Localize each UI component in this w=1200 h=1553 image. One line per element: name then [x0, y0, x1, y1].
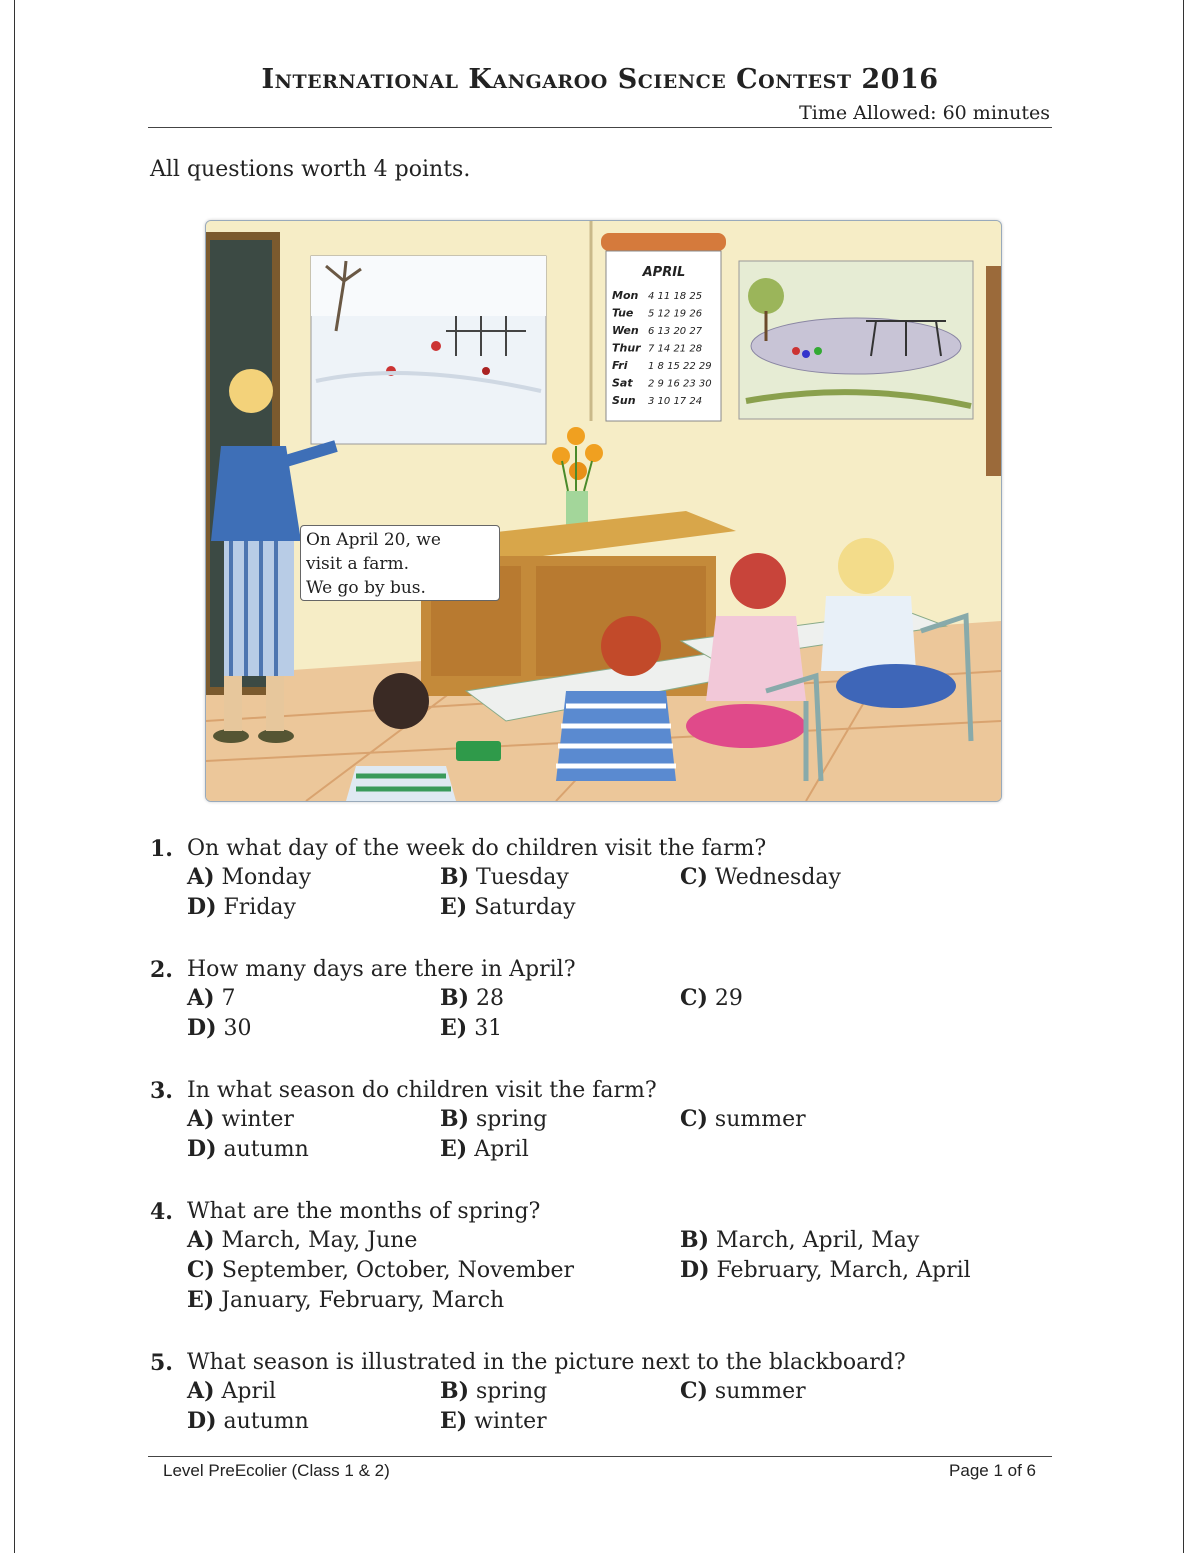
classroom-illustration — [205, 220, 1002, 802]
calendar-dates: 5 12 19 26 — [648, 308, 703, 320]
footer-page: Page 1 of 6 — [949, 1461, 1036, 1480]
question-stem: On what day of the week do children visit the farm? — [187, 836, 767, 861]
option-d: D) autumn — [187, 1408, 309, 1434]
option-c: C) summer — [680, 1106, 806, 1132]
speech-line: We go by bus. — [306, 578, 426, 598]
calendar-day: Sun — [612, 394, 636, 407]
option-e: E) winter — [440, 1408, 547, 1434]
calendar-dates: 4 11 18 25 — [648, 291, 703, 302]
option-c: C) September, October, November — [187, 1257, 575, 1283]
option-e: E) 31 — [440, 1015, 503, 1041]
calendar-dates: 7 14 21 28 — [648, 343, 703, 355]
footer-rule — [148, 1456, 1052, 1457]
option-a: A) Monday — [187, 864, 312, 890]
option-e: E) January, February, March — [187, 1287, 505, 1313]
calendar-day: Sat — [612, 376, 633, 390]
option-b: B) spring — [440, 1106, 548, 1132]
speech-line: visit a farm. — [306, 554, 410, 574]
calendar-dates: 3 10 17 24 — [648, 396, 703, 407]
option-d: D) 30 — [187, 1015, 252, 1041]
question-number: 4. — [150, 1199, 173, 1225]
classroom-scene — [206, 221, 1001, 801]
option-a: A) winter — [187, 1106, 294, 1132]
question-number: 1. — [150, 836, 173, 862]
option-b: B) March, April, May — [680, 1227, 920, 1253]
calendar-day: Wen — [612, 324, 639, 337]
page-title: International Kangaroo Science Contest 2016 — [261, 64, 939, 95]
winter-picture — [311, 256, 546, 444]
calendar-day: Tue — [612, 306, 634, 320]
option-d: D) February, March, April — [680, 1257, 971, 1283]
time-allowed: Time Allowed: 60 minutes — [799, 102, 1050, 124]
option-a: A) 7 — [187, 985, 236, 1011]
footer-level: Level PreEcolier (Class 1 & 2) — [163, 1461, 390, 1480]
calendar-dates: 2 9 16 23 30 — [648, 378, 712, 390]
calendar-month: APRIL — [642, 265, 686, 280]
option-b: B) spring — [440, 1378, 548, 1404]
header-rule — [148, 127, 1052, 128]
option-b: B) 28 — [440, 985, 505, 1011]
speech-line: On April 20, we — [306, 530, 441, 550]
option-a: A) April — [187, 1378, 277, 1404]
question-stem: In what season do children visit the farm? — [187, 1078, 657, 1103]
option-c: C) summer — [680, 1378, 806, 1404]
option-e: E) April — [440, 1136, 529, 1162]
option-c: C) 29 — [680, 985, 743, 1011]
option-b: B) Tuesday — [440, 864, 569, 890]
calendar-dates: 1 8 15 22 29 — [648, 361, 712, 372]
question-number: 2. — [150, 957, 173, 983]
option-d: D) Friday — [187, 894, 296, 920]
speech-bubble — [300, 525, 500, 601]
question-number: 5. — [150, 1350, 173, 1376]
option-e: E) Saturday — [440, 894, 576, 920]
option-c: C) Wednesday — [680, 864, 841, 890]
intro-text: All questions worth 4 points. — [150, 157, 471, 182]
calendar-day: Mon — [612, 289, 639, 302]
question-number: 3. — [150, 1078, 173, 1104]
calendar-day: Thur — [612, 341, 641, 355]
option-d: D) autumn — [187, 1136, 309, 1162]
calendar — [601, 233, 726, 421]
calendar-day: Fri — [612, 359, 628, 372]
calendar-dates: 6 13 20 27 — [648, 326, 703, 337]
option-a: A) March, May, June — [187, 1227, 418, 1253]
spring-picture — [739, 261, 973, 419]
question-stem: What are the months of spring? — [187, 1199, 541, 1224]
question-stem: How many days are there in April? — [187, 957, 576, 982]
question-stem: What season is illustrated in the picture next to the blackboard? — [187, 1350, 906, 1375]
